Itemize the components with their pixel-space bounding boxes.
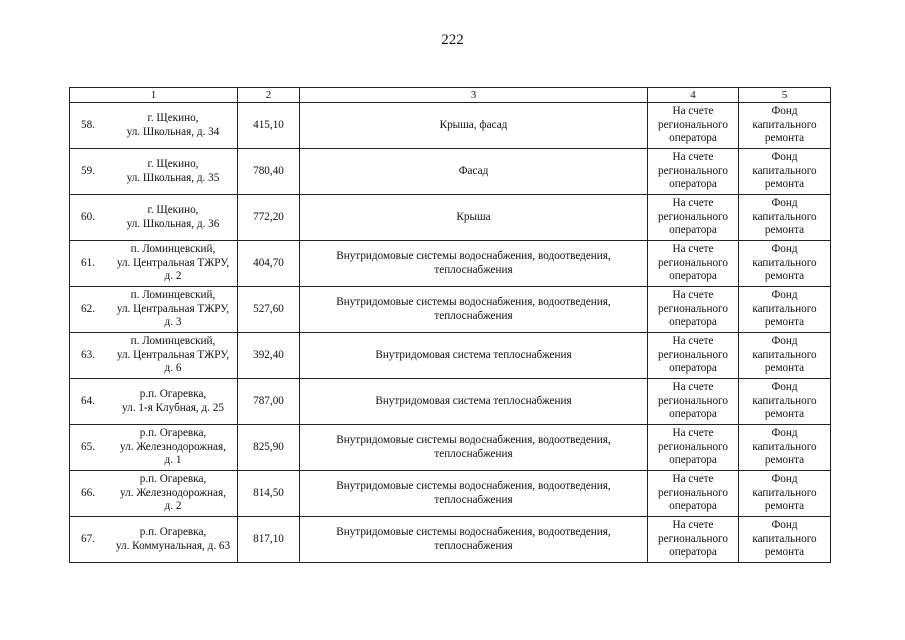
repair-program-table (69, 87, 831, 563)
works-cell: Внутридомовая система теплоснабжения (300, 379, 648, 425)
fund-cell: Фонд капитального ремонта (739, 425, 831, 471)
column-header: 1 (70, 88, 238, 103)
area-cell: 814,50 (238, 471, 300, 517)
row-number: 61. (81, 256, 95, 269)
payee-cell: На счете регионального оператора (648, 241, 739, 287)
address: р.п. Огаревка, ул. Железнодорожная, д. 2 (120, 473, 226, 513)
row-number: 66. (81, 486, 95, 499)
page-number: 222 (441, 32, 464, 48)
fund-cell: Фонд капитального ремонта (739, 241, 831, 287)
address: р.п. Огаревка, ул. Коммунальная, д. 63 (115, 526, 231, 552)
works-cell: Внутридомовая система теплоснабжения (300, 333, 648, 379)
row-number: 63. (81, 348, 95, 361)
payee-cell: На счете регионального оператора (648, 517, 739, 563)
row-number: 59. (81, 164, 95, 177)
fund-cell: Фонд капитального ремонта (739, 517, 831, 563)
area-cell: 825,90 (238, 425, 300, 471)
payee-cell: На счете регионального оператора (648, 287, 739, 333)
works-cell: Внутридомовые системы водоснабжения, водоотведения, теплоснабжения (300, 287, 648, 333)
works-cell: Внутридомовые системы водоснабжения, водоотведения, теплоснабжения (300, 425, 648, 471)
address-cell (70, 287, 238, 333)
payee-cell: На счете регионального оператора (648, 425, 739, 471)
address-cell (70, 195, 238, 241)
row-number: 60. (81, 210, 95, 223)
works-cell: Внутридомовые системы водоснабжения, водоотведения, теплоснабжения (300, 241, 648, 287)
column-header: 2 (238, 88, 300, 103)
works-cell: Внутридомовые системы водоснабжения, водоотведения, теплоснабжения (300, 517, 648, 563)
fund-cell: Фонд капитального ремонта (739, 333, 831, 379)
payee-cell: На счете регионального оператора (648, 379, 739, 425)
payee-cell: На счете регионального оператора (648, 471, 739, 517)
row-number: 64. (81, 394, 95, 407)
address: р.п. Огаревка, ул. 1-я Клубная, д. 25 (122, 388, 224, 414)
address: г. Щекино, ул. Школьная, д. 36 (126, 204, 220, 230)
payee-cell: На счете регионального оператора (648, 195, 739, 241)
address-cell (70, 471, 238, 517)
table-row (70, 287, 831, 333)
address-cell (70, 333, 238, 379)
area-cell: 404,70 (238, 241, 300, 287)
works-cell: Внутридомовые системы водоснабжения, водоотведения, теплоснабжения (300, 471, 648, 517)
table-row (70, 471, 831, 517)
address: г. Щекино, ул. Школьная, д. 35 (126, 158, 220, 184)
address: п. Ломинцевский, ул. Центральная ТЖРУ, д. 3 (116, 289, 230, 329)
column-header: 5 (739, 88, 831, 103)
address: р.п. Огаревка, ул. Железнодорожная, д. 1 (120, 427, 226, 467)
table-row (70, 379, 831, 425)
works-cell: Фасад (300, 149, 648, 195)
table-row (70, 425, 831, 471)
table-row (70, 517, 831, 563)
works-cell: Крыша, фасад (300, 103, 648, 149)
payee-cell: На счете регионального оператора (648, 103, 739, 149)
table-row (70, 195, 831, 241)
header-row (70, 88, 831, 103)
area-cell: 527,60 (238, 287, 300, 333)
row-number: 58. (81, 118, 95, 131)
address-cell (70, 103, 238, 149)
column-header: 4 (648, 88, 739, 103)
address-cell (70, 379, 238, 425)
area-cell: 817,10 (238, 517, 300, 563)
address: г. Щекино, ул. Школьная, д. 34 (126, 112, 220, 138)
area-cell: 392,40 (238, 333, 300, 379)
address: п. Ломинцевский, ул. Центральная ТЖРУ, д. 2 (116, 243, 230, 283)
fund-cell: Фонд капитального ремонта (739, 149, 831, 195)
fund-cell: Фонд капитального ремонта (739, 471, 831, 517)
table-body (70, 88, 831, 563)
works-cell: Крыша (300, 195, 648, 241)
fund-cell: Фонд капитального ремонта (739, 379, 831, 425)
payee-cell: На счете регионального оператора (648, 149, 739, 195)
fund-cell: Фонд капитального ремонта (739, 287, 831, 333)
area-cell: 415,10 (238, 103, 300, 149)
payee-cell: На счете регионального оператора (648, 333, 739, 379)
address-cell (70, 149, 238, 195)
address-cell (70, 425, 238, 471)
address-cell (70, 241, 238, 287)
area-cell: 787,00 (238, 379, 300, 425)
row-number: 67. (81, 532, 95, 545)
fund-cell: Фонд капитального ремонта (739, 195, 831, 241)
area-cell: 772,20 (238, 195, 300, 241)
row-number: 62. (81, 302, 95, 315)
table-row (70, 333, 831, 379)
table-row (70, 149, 831, 195)
area-cell: 780,40 (238, 149, 300, 195)
fund-cell: Фонд капитального ремонта (739, 103, 831, 149)
address: п. Ломинцевский, ул. Центральная ТЖРУ, д. 6 (116, 335, 230, 375)
address-cell (70, 517, 238, 563)
table-row (70, 103, 831, 149)
table-row (70, 241, 831, 287)
row-number: 65. (81, 440, 95, 453)
column-header: 3 (300, 88, 648, 103)
